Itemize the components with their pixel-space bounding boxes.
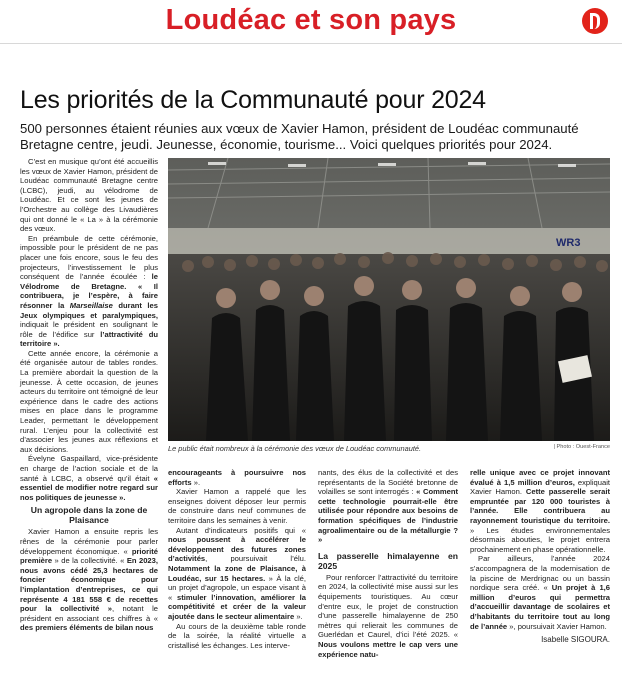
- photo-caption: Le public était nombreux à la cérémonie des vœux de Loudéac communauté.: [168, 444, 422, 453]
- photo-credit: | Photo : Ouest-France: [553, 444, 610, 450]
- subheading-passerelle: La passerelle himalayenne en 2025: [318, 550, 458, 571]
- paragraph: relle unique avec ce projet innovant évalué à 1,5 million d’euros, expliquait Xavier Hamon. Cette passerelle serait empruntée par 120 000 touristes à l’année. Elle contribuera au rayonnement touristique du territoire. » Les études environnementales désormais abouties, le projet entrera prochainement en phase opérationnelle.: [470, 468, 610, 554]
- paragraph: Xavier Hamon a rappelé que les enseignes doivent déposer leur permis de construire dans neuf communes de territoire dans les semaines à venir.: [168, 487, 306, 525]
- audience-illustration: [168, 158, 610, 441]
- article-column-1: [20, 157, 158, 633]
- paragraph: Cette année encore, la cérémonie a été organisée autour de tables rondes. La première abordait la question de la jeunesse. À cette occasion, de jeunes acteurs du territoire ont témoigné de leur expérience dans le cadre des actions mises en place dans le programme Leader, permettant le développement rural. L’enjeu pour la collectivité est d’associer les jeunes aux réflexions et aux décisions.: [20, 348, 158, 454]
- subheading-agropole: Un agropole dans la zone de Plaisance: [30, 505, 148, 526]
- paragraph: Autant d’indicateurs positifs qui « nous poussent à accélérer le développement des futures zones d’activités, poursuivait l’élu. Notamment la zone de Plaisance, à Loudéac, sur 15 hectares. » À la clé, un projet d’agropole, un espace visant à « stimuler l’innovation, améliorer la compétitivité et créer de la valeur ajoutée dans le secteur alimentaire ».: [168, 525, 306, 621]
- paragraph: Par ailleurs, l’année 2024 s’accompagnera de la modernisation de la piscine de Merdrignac ou un bassin nordique sera créé. « Un projet à 1,6 million d’euros qui permettra d’accueillir davantage de scolaires et d’habitants du territoire tout au long de l’année », poursuivait Xavier Hamon.: [470, 554, 611, 631]
- ceremony-photo: [168, 158, 610, 441]
- ouest-france-logo-icon: [582, 8, 608, 34]
- article-headline: Les priorités de la Communauté pour 2024: [20, 86, 486, 114]
- article-lede: 500 personnes étaient réunies aux vœux de Xavier Hamon, président de Loudéac communauté Bretagne centre, jeudi. Jeunesse, économie, tourisme... Voici quelques priorités pour 2024.: [20, 121, 579, 152]
- article-column-2: [168, 468, 306, 650]
- paragraph: En préambule de cette cérémonie, impossible pour le président de ne pas placer une fois encore, sous le feu des projecteurs, l’investissement le plus conséquent de l’année écoulée : le Vélodrome de Bretagne. « Il contribuera, je l’espère, à faire résonner la Marseillaise durant les Jeux olympiques et paralympiques, indiquait le président en soulignant le rôle de l’édifice sur l’attractivité du territoire ».: [20, 233, 158, 349]
- article-byline: Isabelle SIGOURA.: [541, 635, 610, 645]
- section-title: Loudéac et son pays: [165, 4, 457, 36]
- photo-banner-text: WR3: [556, 237, 581, 249]
- paragraph: nants, des élus de la collectivité et des représentants de la Société bretonne de volailles se sont interrogés : « Comment cette technologie pourrait-elle être utilisée pour répondre aux besoins de formation spécifiques de l’industrie agroalimentaire ou de la métallurgie ? »: [318, 468, 458, 545]
- paragraph: Évelyne Gaspaillard, vice-présidente en charge de l’action sociale et de la santé à LCBC, a observé qu’il était « essentiel de modifier notre regard sur nos politiques de jeunesse ».: [20, 454, 158, 502]
- paragraph: encourageants à poursuivre nos efforts ».: [168, 468, 306, 487]
- paragraph: Xavier Hamon a ensuite repris les rênes de la cérémonie pour parler développement économique. « priorité première » de la collectivité. « En 2023, nous avons cédé 25,3 hectares de foncier économique pour l’implantation d’entreprises, ce qui représente 4 181 558 € de recettes pour la collectivité », notant le président en associant ces chiffres à « des premiers éléments de bilan nous: [20, 527, 158, 633]
- paragraph: Au cours de la deuxième table ronde de la soirée, la réalité virtuelle a cristallisé les échanges. Les interve-: [168, 621, 306, 650]
- article-column-4: [470, 468, 610, 645]
- page-header: [0, 0, 622, 44]
- paragraph: C’est en musique qu’ont été accueillis les vœux de Xavier Hamon, président de Loudéac communauté Bretagne centre (LCBC), jeudi, au vélodrome de Loudéac. Et ce sont les jeunes de l’Orchestre au collège des Livaudières qui ont donné le « La » à la cérémonie des vœux.: [20, 157, 158, 234]
- article-column-3: [318, 468, 458, 659]
- paragraph: Pour renforcer l’attractivité du territoire en 2024, la collectivité mise aussi sur les équipements touristiques. Au cœur d’entre eux, le projet de construction d’une passerelle himalayenne de 250 mètres qui relierait les communes de Guerlédan et Caurel, d’ici l’été 2025. « Nous voulons mettre le cap vers une expérience natu-: [318, 572, 458, 659]
